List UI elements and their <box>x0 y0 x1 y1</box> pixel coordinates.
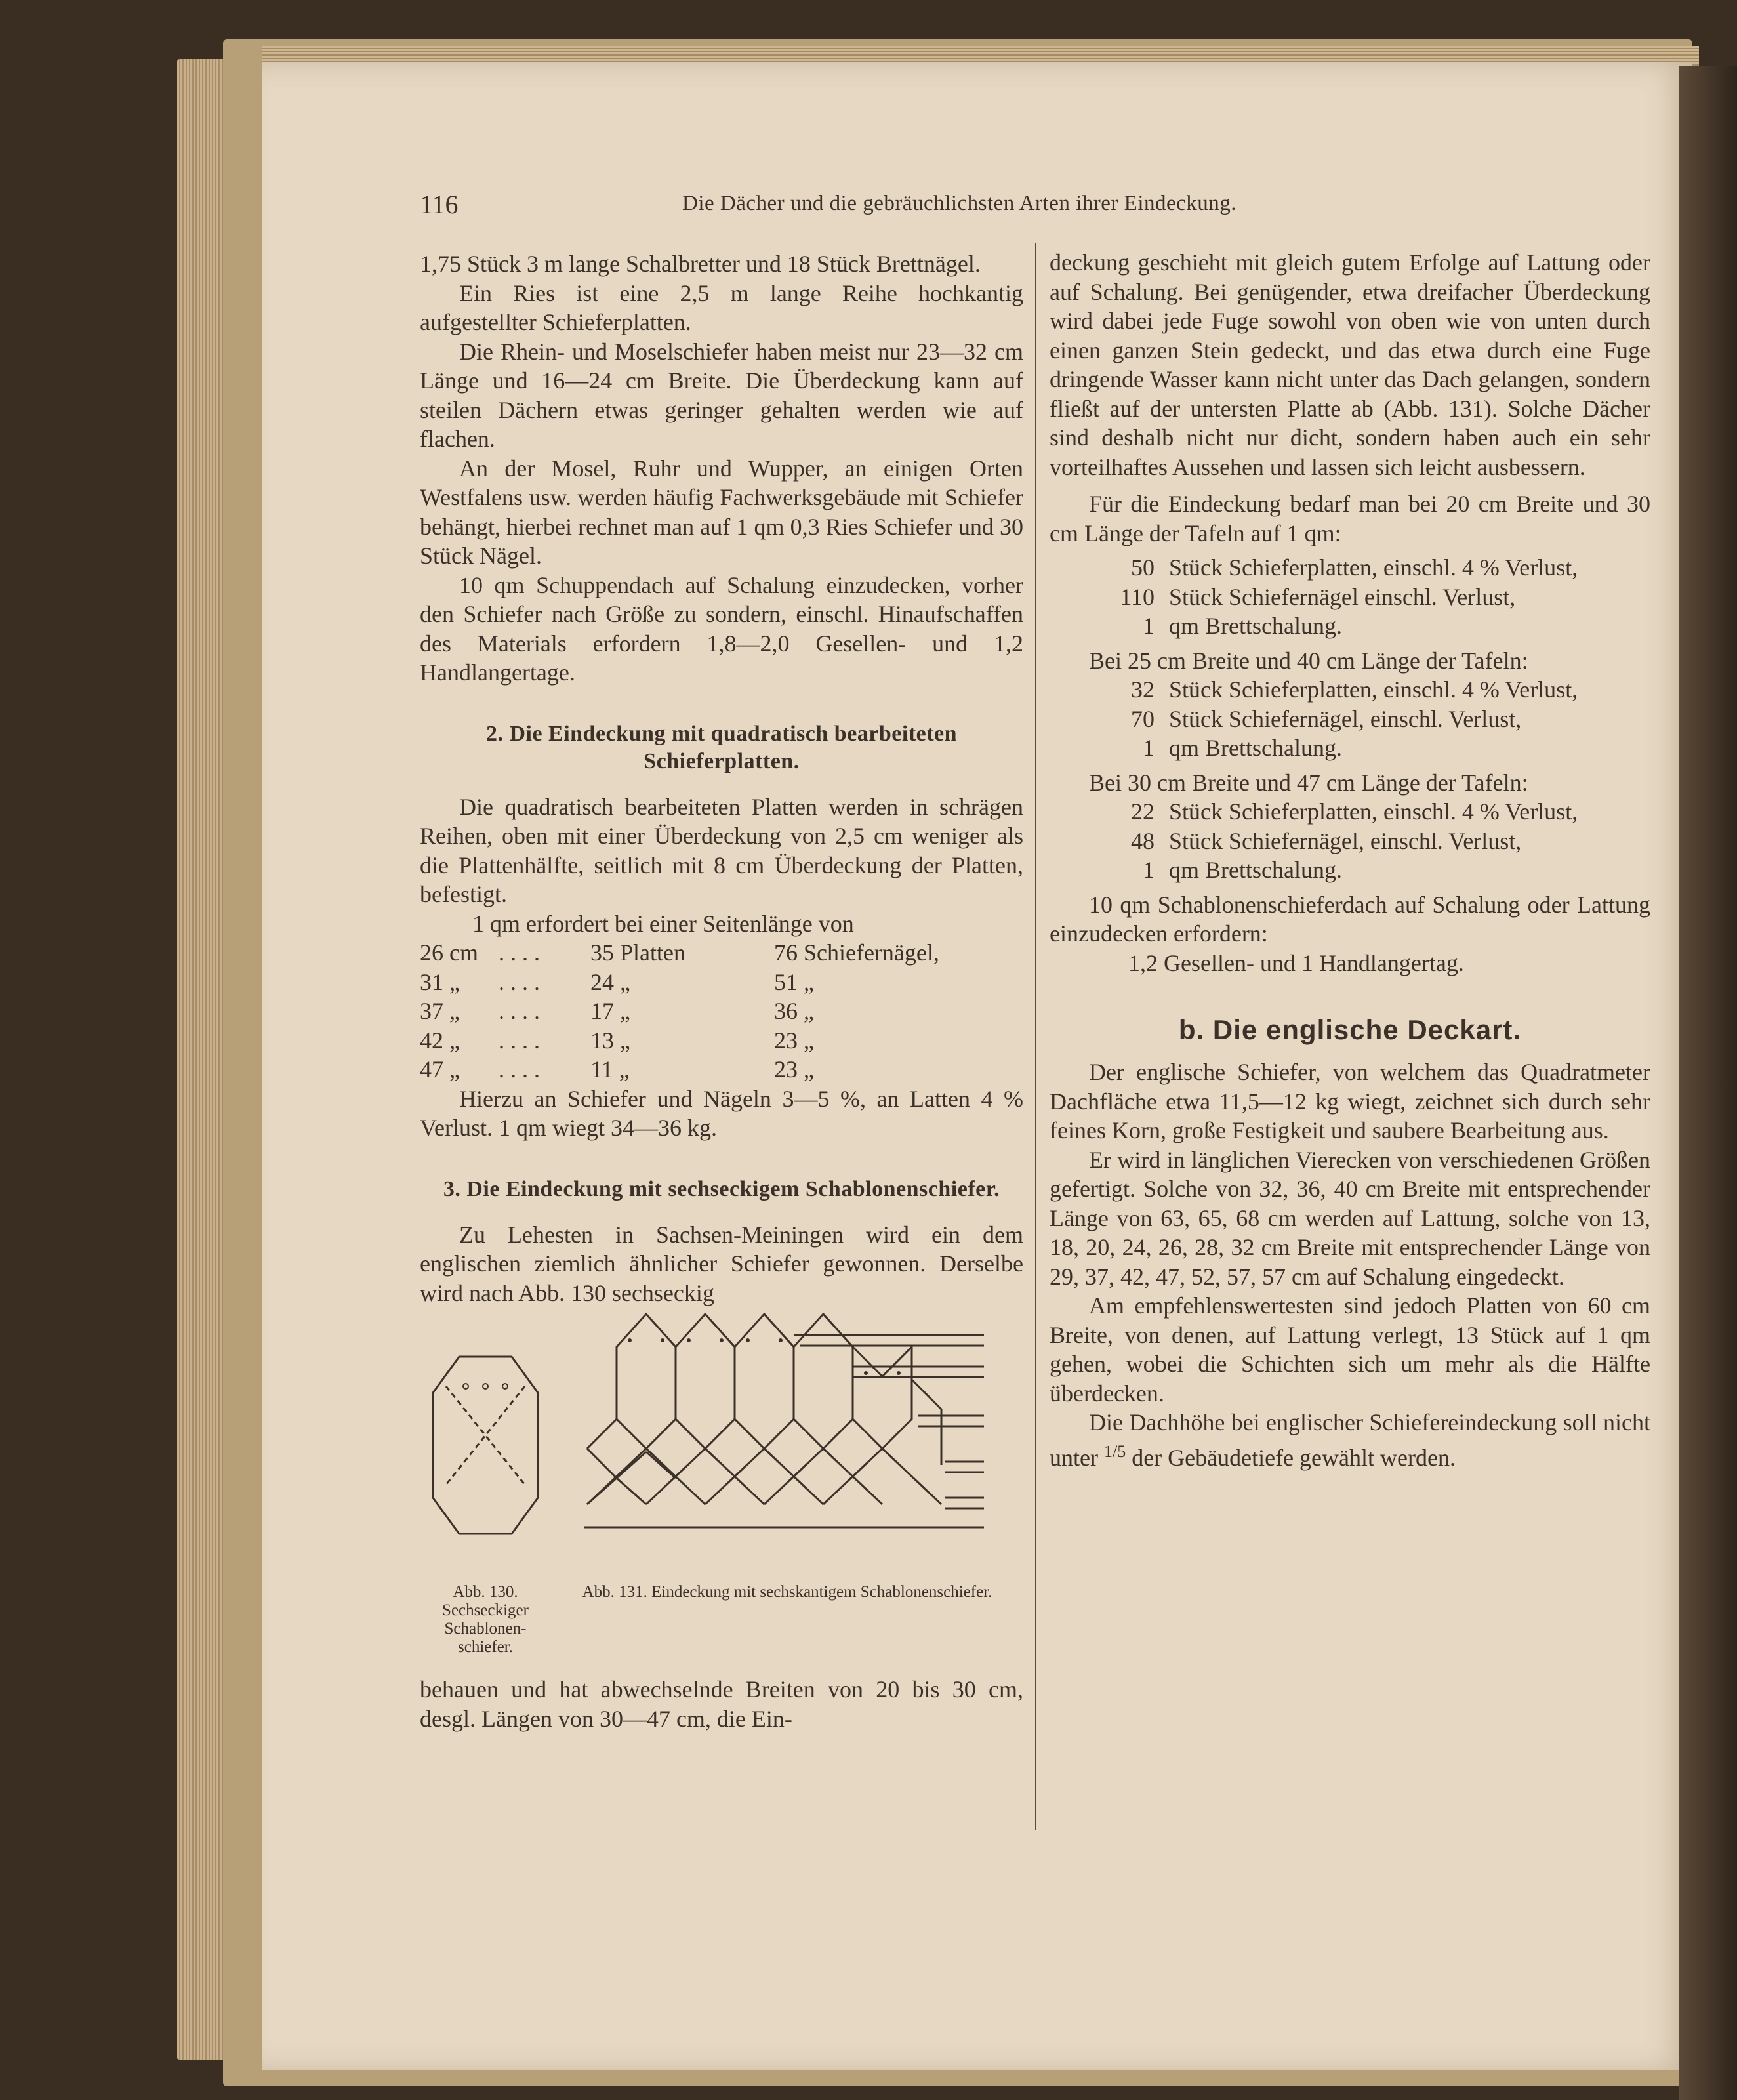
list-item-text: Stück Schiefernägel, einschl. Verlust, <box>1169 705 1522 732</box>
paragraph: Für die Eindeckung bedarf man bei 20 cm Breite und 30 cm Länge der Tafeln auf 1 qm: <box>1050 491 1650 546</box>
table-row <box>420 938 1023 968</box>
list-item <box>1050 705 1650 734</box>
table-row <box>420 1055 1023 1084</box>
paragraph: Zu Lehesten in Sachsen-Meiningen wird ein dem englischen ziemlich ähnlicher Schiefer gewonnen. Derselbe wird nach Abb. 130 sechseckig <box>420 1221 1023 1306</box>
list-item-quantity: 110 <box>1120 583 1155 610</box>
paragraph: 1,75 Stück 3 m lange Schalbretter und 18 Stück Brettnägel. <box>420 251 981 277</box>
list-item <box>1050 827 1650 856</box>
paragraph-text: der Gebäudetiefe gewählt werden. <box>1132 1444 1456 1471</box>
material-list <box>1050 675 1650 763</box>
list-item-quantity: 1 <box>1143 613 1155 639</box>
list-item <box>1050 553 1650 583</box>
paragraph-text: Die Dachhöhe bei englischer Schiefereindeckung soll nicht unter <box>1050 1409 1650 1471</box>
paragraph: Der englische Schiefer, von welchem das Quadratmeter Dachfläche etwa 11,5—12 kg wiegt, zeichnet sich durch sehr feines Korn, große Festigkeit und saubere Bearbeitung aus. <box>1050 1059 1650 1143</box>
table-cell: 23 „ <box>774 1056 814 1082</box>
right-column <box>1050 248 1650 1472</box>
table-cell: 11 „ <box>590 1056 630 1082</box>
list-item <box>1050 855 1650 885</box>
list-item-quantity: 70 <box>1131 705 1155 732</box>
section-heading: 3. Die Eindeckung mit sechseckigem Schablonenschiefer. <box>443 1176 1000 1201</box>
paragraph: Bei 25 cm Breite und 40 cm Länge der Tafeln: <box>1089 647 1528 674</box>
table-cell: 17 „ <box>590 998 630 1024</box>
list-item <box>1050 583 1650 612</box>
table-intro: 1 qm erfordert bei einer Seitenlänge von <box>472 910 854 937</box>
list-item-text: qm Brettschalung. <box>1169 735 1342 761</box>
section-heading: 2. Die Eindeckung mit quadratisch bearbeiteten Schieferplatten. <box>485 721 958 773</box>
list-item-quantity: 32 <box>1131 676 1155 703</box>
list-item-quantity: 22 <box>1131 798 1155 825</box>
list-item-text: Stück Schieferplatten, einschl. 4 % Verlust, <box>1169 554 1578 581</box>
figure-area <box>420 1307 1023 1675</box>
table-cell: 24 „ <box>590 968 630 995</box>
table-cell: . . . . <box>499 998 540 1024</box>
page-number: 116 <box>420 190 459 219</box>
table-row <box>420 997 1023 1026</box>
figure-130-hexagonal-slate <box>426 1353 544 1537</box>
paragraph: Die Rhein- und Moselschiefer haben meist nur 23—32 cm Länge und 16—24 cm Breite. Die Überdeckung kann auf steilen Dächern etwas geringer gehalten werden wie auf flachen. <box>420 338 1023 452</box>
fraction: 1/5 <box>1103 1441 1126 1461</box>
paragraph: 10 qm Schuppendach auf Schalung einzudecken, vorher den Schiefer nach Größe zu sondern, einschl. Hinaufschaffen des Materials erfordern 1,8—2,0 Gesellen- und 1,2 Handlangertage. <box>420 571 1023 686</box>
running-title: Die Dächer und die gebräuchlichsten Arten ihrer Eindeckung. <box>682 192 1237 215</box>
caption-figure-130: Abb. 130. Sechseckiger Schablonen-schiefer. <box>442 1583 529 1656</box>
list-item-text: Stück Schiefernägel einschl. Verlust, <box>1169 583 1516 610</box>
table-cell: 31 „ <box>420 968 460 995</box>
list-item <box>1050 733 1650 763</box>
list-item-quantity: 1 <box>1143 857 1155 883</box>
table-cell: . . . . <box>499 939 540 966</box>
figure-131-roof-covering <box>577 1301 1023 1550</box>
table-cell: 23 „ <box>774 1027 814 1054</box>
paragraph: Bei 30 cm Breite und 47 cm Länge der Tafeln: <box>1089 769 1528 796</box>
table-cell: 26 cm <box>420 939 478 966</box>
list-item-text: Stück Schieferplatten, einschl. 4 % Verlust, <box>1169 798 1578 825</box>
paragraph: Ein Ries ist eine 2,5 m lange Reihe hochkantig aufgestellter Schieferplatten. <box>420 279 1023 335</box>
column-divider <box>1035 243 1036 1830</box>
table-cell: 37 „ <box>420 998 460 1024</box>
list-item-text: qm Brettschalung. <box>1169 857 1342 883</box>
paragraph: Hierzu an Schiefer und Nägeln 3—5 %, an Latten 4 % Verlust. 1 qm wiegt 34—36 kg. <box>420 1085 1023 1141</box>
slate-requirements-table <box>420 938 1023 1084</box>
material-list <box>1050 797 1650 885</box>
running-head <box>420 189 1653 222</box>
table-row <box>420 968 1023 997</box>
paragraph: 1,2 Gesellen- und 1 Handlangertag. <box>1128 949 1464 976</box>
list-item <box>1050 675 1650 705</box>
paragraph: behauen und hat abwechselnde Breiten von 20 bis 30 cm, desgl. Längen von 30—47 cm, die Ein- <box>420 1676 1023 1732</box>
list-item-quantity: 50 <box>1131 554 1155 581</box>
list-item-text: qm Brettschalung. <box>1169 613 1342 639</box>
list-item <box>1050 797 1650 827</box>
table-cell: 13 „ <box>590 1027 630 1054</box>
table-cell: 35 Platten <box>590 939 685 966</box>
table-cell: 36 „ <box>774 998 814 1024</box>
table-cell: 51 „ <box>774 968 814 995</box>
table-cell: . . . . <box>499 1056 540 1082</box>
table-cell: 42 „ <box>420 1027 460 1054</box>
paragraph <box>1050 1408 1650 1472</box>
paragraph: An der Mosel, Ruhr und Wupper, an einigen Orten Westfalens usw. werden häufig Fachwerksgebäude mit Schiefer behängt, hierbei rechnet man auf 1 qm 0,3 Ries Schiefer und 30 Stück Nägel. <box>420 455 1023 569</box>
paragraph: Am empfehlenswertesten sind jedoch Platten von 60 cm Breite, von denen, auf Lattung verlegt, 13 Stück auf 1 qm gehen, wobei die Schichten sich um mehr als die Hälfte überdecken. <box>1050 1292 1650 1407</box>
list-item-text: Stück Schieferplatten, einschl. 4 % Verlust, <box>1169 676 1578 703</box>
list-item-quantity: 1 <box>1143 735 1155 761</box>
list-item-text: Stück Schiefernägel, einschl. Verlust, <box>1169 827 1522 854</box>
paragraph: Die quadratisch bearbeiteten Platten werden in schrägen Reihen, oben mit einer Überdeckung von 2,5 cm weniger als die Plattenhälfte, seitlich mit 8 cm Überdeckung der Platten, befestigt. <box>420 793 1023 907</box>
paragraph: deckung geschieht mit gleich gutem Erfolge auf Lattung oder auf Schalung. Bei genügender, etwa dreifacher Überdeckung wird dabei jede Fuge sowohl von oben wie von unten durch einen ganzen Stein gedeckt, und das etwa durch eine Fuge dringende Wasser kann nicht unter das Dach gelangen, sondern fließt auf der untersten Platte ab (Abb. 131). Solche Dächer sind deshalb nicht nur dicht, sondern haben auch ein sehr vorteilhaftes Aussehen und lassen sich leicht ausbessern. <box>1050 249 1650 480</box>
list-item <box>1050 611 1650 641</box>
facing-page-gutter <box>1679 66 1737 2100</box>
table-row <box>420 1026 1023 1056</box>
list-item-quantity: 48 <box>1131 827 1155 854</box>
left-column <box>420 249 1023 1733</box>
table-cell: 76 Schiefernägel, <box>774 939 939 966</box>
table-cell: 47 „ <box>420 1056 460 1082</box>
section-heading: b. Die englische Deckart. <box>1178 1014 1522 1045</box>
material-list <box>1050 553 1650 641</box>
paragraph: Er wird in länglichen Vierecken von verschiedenen Größen gefertigt. Solche von 32, 36, 40 cm Breite mit entsprechender Länge von 63, 65, 68 cm werden auf Lattung, solche von 13, 18, 20, 24, 26, 28, 32 cm Breite mit entsprechender Länge von 29, 37, 42, 47, 52, 57, 57 cm auf Schalung eingedeckt. <box>1050 1146 1650 1290</box>
caption-figure-131: Abb. 131. Eindeckung mit sechskantigem Schablonenschiefer. <box>582 1583 992 1601</box>
paragraph: 10 qm Schablonenschieferdach auf Schalung oder Lattung einzudecken erfordern: <box>1050 891 1650 947</box>
table-cell: . . . . <box>499 968 540 995</box>
table-cell: . . . . <box>499 1027 540 1054</box>
